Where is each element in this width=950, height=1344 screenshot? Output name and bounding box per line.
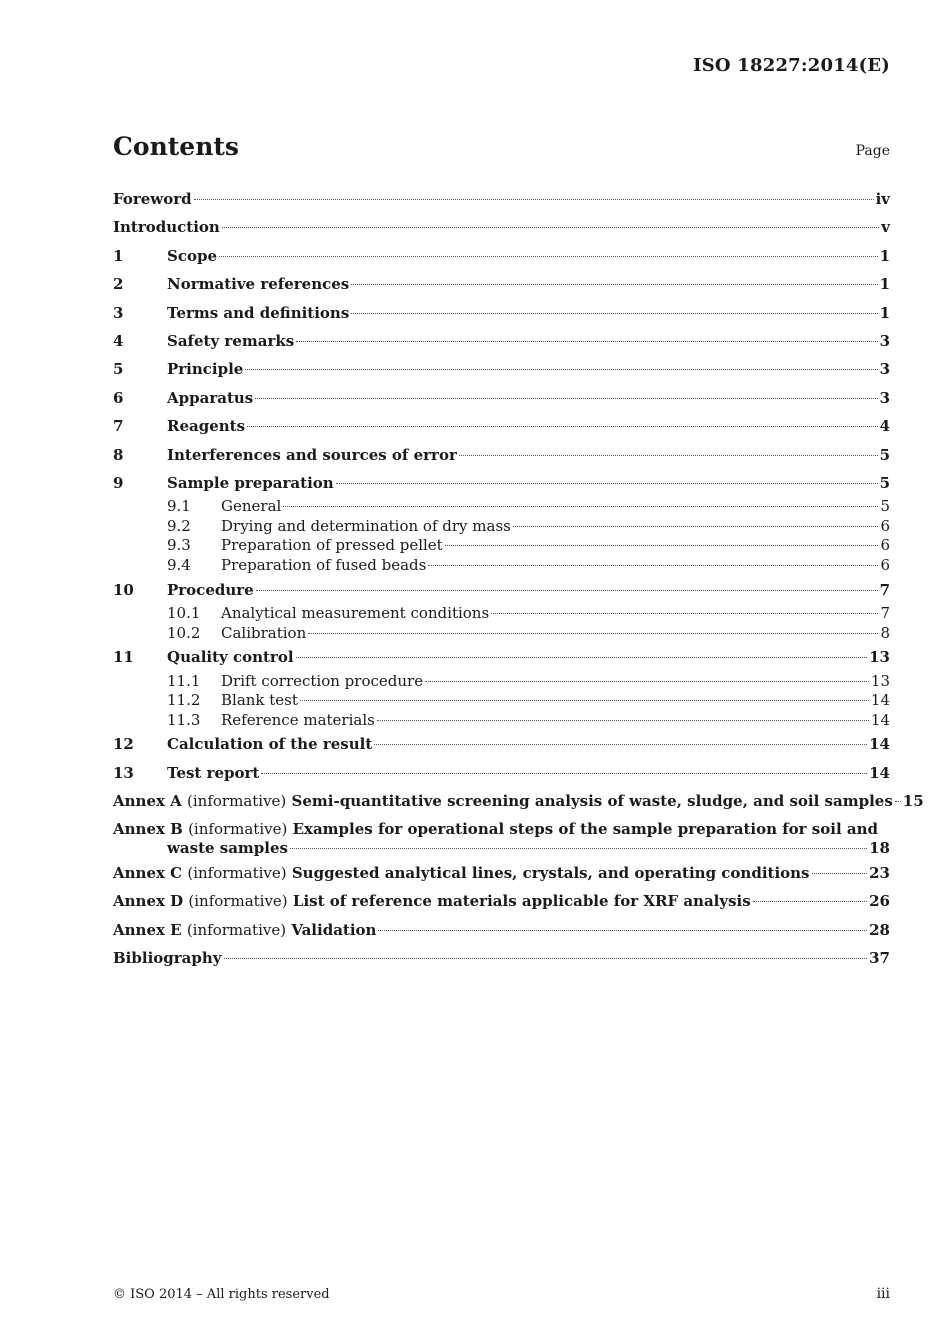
toc-entry[interactable] xyxy=(113,441,890,469)
annex-label: Annex B xyxy=(113,819,183,838)
toc-title: Apparatus xyxy=(167,388,254,407)
toc-page-number: 7 xyxy=(879,580,890,599)
toc-subentry[interactable] xyxy=(113,556,890,576)
toc-subentry[interactable] xyxy=(113,517,890,537)
toc-subclause-number: 10.2 xyxy=(167,623,201,642)
toc-clause-number: 6 xyxy=(113,388,124,407)
dot-leader xyxy=(194,199,874,200)
annex-title-line2: waste samples xyxy=(167,839,288,858)
dot-leader xyxy=(459,455,878,456)
dot-leader xyxy=(374,744,867,745)
toc-subclause-number: 11.3 xyxy=(167,710,201,729)
toc-clause-number: 10 xyxy=(113,580,134,599)
dot-leader xyxy=(377,720,869,721)
dot-leader xyxy=(378,930,867,931)
toc-entry[interactable] xyxy=(113,185,890,213)
toc-entry[interactable] xyxy=(113,327,890,355)
dot-leader xyxy=(296,341,877,342)
toc-entry[interactable] xyxy=(113,412,890,440)
toc-entry[interactable] xyxy=(113,643,890,730)
toc-page-number: 1 xyxy=(879,275,890,294)
dot-leader xyxy=(290,848,867,849)
toc-page-number: 37 xyxy=(869,948,890,967)
toc-subtitle: Preparation of fused beads xyxy=(221,556,427,575)
toc-entry[interactable] xyxy=(113,384,890,412)
toc-page-number: v xyxy=(881,218,890,237)
dot-leader xyxy=(308,633,878,634)
dot-leader xyxy=(351,284,877,285)
annex-label: Annex E xyxy=(113,920,182,939)
toc-title: Scope xyxy=(167,246,218,265)
toc-clause-number: 2 xyxy=(113,275,124,294)
toc-page-number: 13 xyxy=(869,648,890,667)
toc-page-number: 3 xyxy=(879,331,890,350)
toc-clause-number: 7 xyxy=(113,417,124,436)
toc-annex-d[interactable] xyxy=(113,887,890,915)
toc-subentry[interactable] xyxy=(113,711,890,731)
dot-leader xyxy=(222,227,879,228)
toc-page-number: 5 xyxy=(879,445,890,464)
toc-subtitle: Analytical measurement conditions xyxy=(221,604,490,623)
annex-label: Annex D xyxy=(113,892,184,911)
toc-page-number: 3 xyxy=(879,360,890,379)
dot-leader xyxy=(428,565,878,566)
toc-clause-number: 1 xyxy=(113,246,124,265)
annex-info: (informative) xyxy=(186,920,287,939)
contents-header xyxy=(113,132,890,161)
toc-subclause-number: 9.2 xyxy=(167,516,191,535)
toc-page-number: 14 xyxy=(870,710,890,729)
toc-page-number: 4 xyxy=(879,417,890,436)
toc-page-number: 5 xyxy=(880,497,890,516)
toc-annex-a[interactable] xyxy=(113,787,924,815)
toc-title: Terms and definitions xyxy=(167,303,350,322)
document-id: ISO 18227:2014(E) xyxy=(693,55,890,76)
dot-leader xyxy=(513,526,879,527)
table-of-contents xyxy=(113,185,924,972)
toc-page-number: 7 xyxy=(880,604,890,623)
dot-leader xyxy=(247,426,878,427)
toc-page-number: 14 xyxy=(869,763,890,782)
toc-title: Reagents xyxy=(167,417,246,436)
toc-entry[interactable] xyxy=(113,730,890,758)
toc-title: Quality control xyxy=(167,648,294,667)
dot-leader xyxy=(224,958,868,959)
toc-subclause-number: 11.2 xyxy=(167,691,201,710)
toc-page-number: 15 xyxy=(902,792,924,811)
toc-subclause-number: 9.4 xyxy=(167,556,191,575)
toc-clause-number: 13 xyxy=(113,763,134,782)
toc-title: Interferences and sources of error xyxy=(167,445,457,464)
toc-subentry[interactable] xyxy=(113,536,890,556)
dot-leader xyxy=(445,545,879,546)
toc-entry[interactable] xyxy=(113,299,890,327)
dot-leader xyxy=(491,613,878,614)
toc-page-number: 1 xyxy=(879,303,890,322)
annex-title-line1: Examples for operational steps of the sample preparation for soil and xyxy=(292,819,878,838)
toc-page-number: 6 xyxy=(880,536,890,555)
dot-leader xyxy=(812,873,868,874)
toc-entry[interactable] xyxy=(113,355,890,383)
footer-page-number: iii xyxy=(876,1286,890,1302)
toc-clauses xyxy=(113,185,890,787)
toc-subtitle: Preparation of pressed pellet xyxy=(221,536,443,555)
toc-page-number: 3 xyxy=(879,388,890,407)
toc-entry[interactable] xyxy=(113,469,890,576)
dot-leader xyxy=(351,313,877,314)
toc-clause-number: 9 xyxy=(113,473,124,492)
toc-subtitle: Drying and determination of dry mass xyxy=(221,516,511,535)
toc-subtitle: Drift correction procedure xyxy=(221,671,424,690)
toc-clause-number: 3 xyxy=(113,303,124,322)
toc-entry[interactable] xyxy=(113,576,890,644)
annex-info: (informative) xyxy=(187,792,287,811)
dot-leader xyxy=(336,483,878,484)
annex-label: Annex A xyxy=(113,792,182,811)
toc-subclause-number: 10.1 xyxy=(167,604,201,623)
toc-clause-number: 5 xyxy=(113,360,124,379)
toc-title: Foreword xyxy=(113,190,192,208)
dot-leader xyxy=(219,256,878,257)
annex-title: Suggested analytical lines, crystals, and operating conditions xyxy=(291,863,810,882)
annex-info: (informative) xyxy=(187,863,287,882)
contents-title: Contents xyxy=(113,132,240,161)
toc-subentry[interactable] xyxy=(113,672,890,692)
toc-subentry[interactable] xyxy=(113,604,890,624)
dot-leader xyxy=(283,506,878,507)
toc-annex-e[interactable] xyxy=(113,916,890,944)
toc-title: Bibliography xyxy=(113,948,222,967)
toc-page-number: 13 xyxy=(870,671,890,690)
annex-title: List of reference materials applicable for XRF analysis xyxy=(292,892,751,911)
annex-info: (informative) xyxy=(188,819,288,838)
toc-title: Test report xyxy=(167,763,260,782)
toc-clause-number: 8 xyxy=(113,445,124,464)
toc-page-number: 6 xyxy=(880,556,890,575)
toc-page-number: 14 xyxy=(870,691,890,710)
toc-page-number: 14 xyxy=(869,735,890,754)
toc-entry[interactable] xyxy=(113,213,890,241)
toc-clause-number: 4 xyxy=(113,331,124,350)
toc-bibliography[interactable] xyxy=(113,944,890,972)
toc-subclause-number: 9.1 xyxy=(167,497,191,516)
toc-entry[interactable] xyxy=(113,759,890,787)
toc-entry[interactable] xyxy=(113,242,890,270)
toc-subtitle: Blank test xyxy=(221,691,298,710)
toc-page-number: 26 xyxy=(869,892,890,911)
dot-leader xyxy=(296,657,868,658)
dot-leader xyxy=(300,700,869,701)
dot-leader xyxy=(245,369,877,370)
toc-title: Safety remarks xyxy=(167,331,295,350)
dot-leader xyxy=(255,398,877,399)
toc-annex-c[interactable] xyxy=(113,859,890,887)
toc-subtitle: General xyxy=(221,497,282,516)
toc-page-number: iv xyxy=(875,190,890,208)
toc-page-number: 6 xyxy=(880,516,890,535)
dot-leader xyxy=(261,773,867,774)
dot-leader xyxy=(753,901,867,902)
toc-title: Calculation of the result xyxy=(167,735,373,754)
toc-subentry[interactable] xyxy=(113,691,890,711)
toc-entry[interactable] xyxy=(113,270,890,298)
dot-leader xyxy=(895,801,901,802)
toc-page-number: 1 xyxy=(879,246,890,265)
toc-page-number: 28 xyxy=(869,920,890,939)
footer-copyright: © ISO 2014 – All rights reserved xyxy=(113,1287,330,1302)
toc-annex-b[interactable] xyxy=(113,816,890,859)
toc-page-number: 23 xyxy=(869,863,890,882)
toc-subclause-number: 11.1 xyxy=(167,671,201,690)
toc-title: Normative references xyxy=(167,275,350,294)
toc-subclause-number: 9.3 xyxy=(167,536,191,555)
toc-page-number: 18 xyxy=(869,839,890,858)
toc-subtitle: Reference materials xyxy=(221,710,375,729)
toc-page-number: 8 xyxy=(880,623,890,642)
dot-leader xyxy=(425,681,869,682)
annex-info: (informative) xyxy=(188,892,288,911)
toc-title: Principle xyxy=(167,360,244,379)
toc-title: Introduction xyxy=(113,218,220,237)
toc-subentry[interactable] xyxy=(113,624,890,644)
toc-clause-number: 12 xyxy=(113,735,134,754)
toc-title: Procedure xyxy=(167,580,254,599)
annex-title: Validation xyxy=(291,920,377,939)
dot-leader xyxy=(256,590,878,591)
annex-title: Semi-quantitative screening analysis of waste, sludge, and soil samples xyxy=(291,792,893,811)
toc-page-number: 5 xyxy=(879,473,890,492)
toc-title: Sample preparation xyxy=(167,473,334,492)
toc-clause-number: 11 xyxy=(113,648,134,667)
toc-subentry[interactable] xyxy=(113,497,890,517)
toc-subtitle: Calibration xyxy=(221,623,307,642)
annex-label: Annex C xyxy=(113,863,183,882)
page-column-label: Page xyxy=(855,143,890,159)
